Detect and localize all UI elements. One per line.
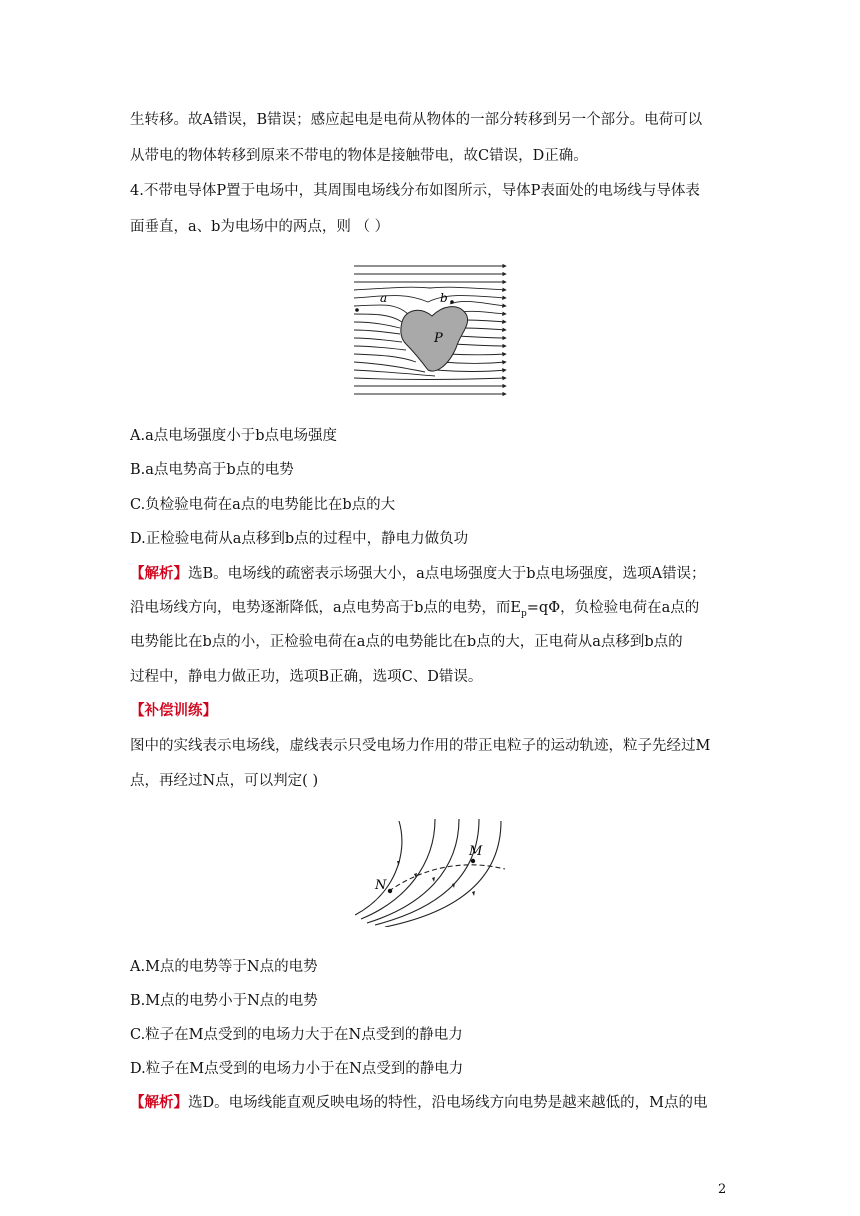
option-a: A.a点电场强度小于b点电场强度 [130, 428, 338, 444]
question-4-text: 面垂直，a、b为电场中的两点，则 （ ） [130, 219, 390, 235]
subscript-p: p [521, 608, 527, 619]
point-a-label: a [380, 291, 388, 305]
field-lines-figure [350, 258, 510, 398]
question-4-text: 4.不带电导体P置于电场中，其周围电场线分布如图所示，导体P表面处的电场线与导体表 [130, 183, 700, 199]
conductor-p-label: P [434, 331, 443, 346]
analysis-line [130, 598, 730, 624]
analysis-line [130, 564, 730, 584]
point-m-label: M [469, 844, 483, 859]
option-d: D.粒子在M点受到的电场力小于在N点受到的静电力 [130, 1061, 464, 1077]
analysis-line [130, 1093, 730, 1113]
analysis-line: 电势能比在b点的小，正检验电荷在a点的电势能比在b点的大，正电荷从a点移到b点的 [130, 634, 683, 650]
point-b-label: b [440, 291, 448, 305]
option-b: B.a点电势高于b点的电势 [130, 462, 294, 478]
analysis-tag: 【解析】 [130, 1094, 188, 1111]
text-line: 生转移。故A错误，B错误；感应起电是电荷从物体的一部分转移到另一个部分。电荷可以 [130, 112, 703, 128]
practice-question: 图中的实线表示电场线，虚线表示只受电场力作用的带正电粒子的运动轨迹，粒子先经过M [130, 738, 711, 754]
trajectory-figure [355, 815, 515, 927]
practice-question: 点，再经过N点，可以判定( ) [130, 773, 319, 789]
text-line: 从带电的物体转移到原来不带电的物体是接触带电，故C错误，D正确。 [130, 148, 588, 164]
page-number: 2 [718, 1182, 727, 1197]
analysis-text: 选B。电场线的疏密表示场强大小，a点电场强度大于b点电场强度，选项A错误； [188, 566, 706, 582]
analysis-tag: 【解析】 [130, 565, 188, 582]
option-c: C.负检验电荷在a点的电势能比在b点的大 [130, 497, 396, 513]
analysis-text: =qΦ，负检验电荷在a点的 [526, 600, 700, 616]
analysis-text: 沿电场线方向，电势逐渐降低，a点电势高于b点的电势，而E [130, 600, 522, 616]
point-n-label: N [375, 878, 387, 893]
analysis-line: 过程中，静电力做正功，选项B正确，选项C、D错误。 [130, 669, 483, 685]
option-c: C.粒子在M点受到的电场力大于在N点受到的静电力 [130, 1027, 463, 1043]
option-d: D.正检验电荷从a点移到b点的过程中，静电力做负功 [130, 531, 469, 547]
practice-tag: 【补偿训练】 [130, 702, 217, 719]
option-a: A.M点的电势等于N点的电势 [130, 959, 318, 975]
analysis-text: 选D。电场线能直观反映电场的特性，沿电场线方向电势是越来越低的，M点的电 [188, 1095, 708, 1111]
option-b: B.M点的电势小于N点的电势 [130, 993, 318, 1009]
